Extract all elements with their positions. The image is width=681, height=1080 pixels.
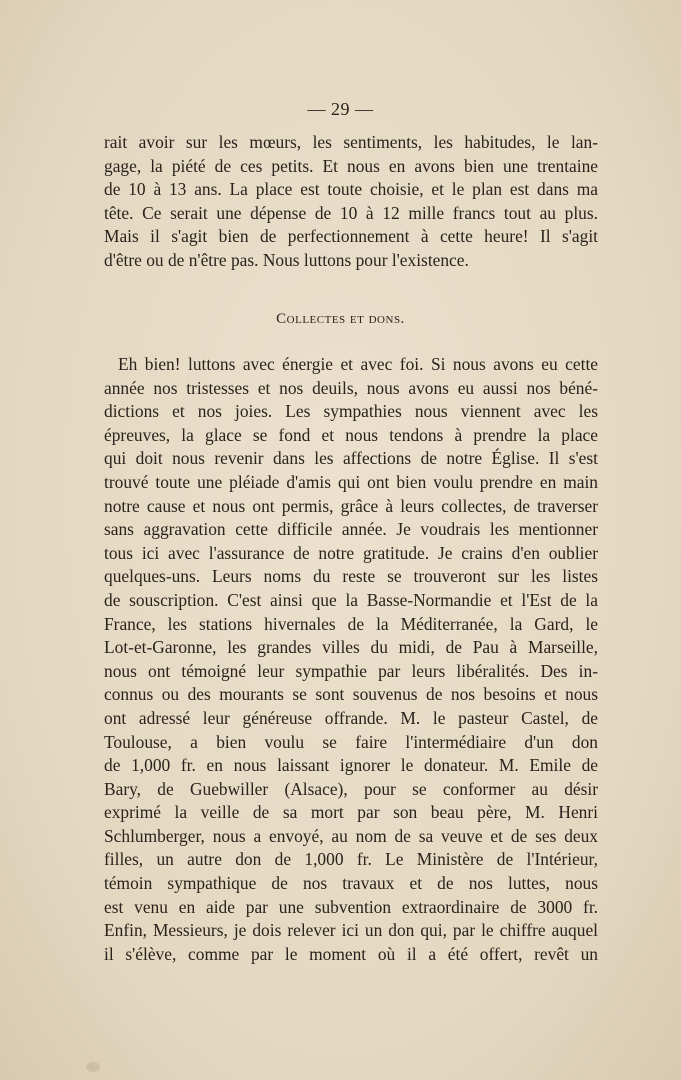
- text-line: rait avoir sur les mœurs, les sentiments, les habitudes, le lan-: [104, 132, 598, 152]
- text-line: Eh bien! luttons avec énergie et avec foi. Si nous avons eu cette: [118, 354, 598, 374]
- text-line: exprimé la veille de sa mort par son beau père, M. Henri: [104, 802, 598, 823]
- text-line: de 10 à 13 ans. La place est toute choisie, et le plan est dans ma: [104, 179, 598, 200]
- text-line: Lot-et-Garonne, les grandes villes du midi, de Pau à Marseille,: [104, 637, 598, 658]
- text-line: filles, un autre don de 1,000 fr. Le Ministère de l'Intérieur,: [104, 849, 598, 870]
- text-line: d'être ou de n'être pas. Nous luttons pour l'existence.: [104, 249, 469, 270]
- text-line: de souscription. C'est ainsi que la Basse-Normandie et l'Est de la: [104, 589, 598, 610]
- text-line: tête. Ce serait une dépense de 10 à 12 mille francs tout au plus.: [104, 202, 598, 223]
- text-line: Schlumberger, nous a envoyé, au nom de sa veuve et de ses deux: [104, 825, 598, 846]
- text-line: témoin sympathique de nos travaux et de nos luttes, nous: [104, 873, 598, 894]
- text-line: Toulouse, a bien voulu se faire l'intermédiaire d'un don: [104, 731, 598, 752]
- text-line: connus ou des mourants se sont souvenus de nos besoins et nous: [104, 684, 598, 705]
- paragraph-top: [104, 131, 598, 273]
- text-line: Mais il s'agit bien de perfectionnement à cette heure! Il s'agit: [104, 226, 598, 247]
- text-line: il s'élève, comme par le moment où il a été offert, revêt un: [104, 943, 598, 964]
- text-line: notre cause et nous ont permis, grâce à leurs collectes, de traverser: [104, 495, 598, 516]
- text-line: quelques-uns. Leurs noms du reste se trouveront sur les listes: [104, 566, 598, 587]
- text-line: tous ici avec l'assurance de notre gratitude. Je crains d'en oublier: [104, 542, 598, 563]
- text-line: épreuves, la glace se fond et nous tendons à prendre la place: [104, 424, 598, 445]
- text-line: sans aggravation cette difficile année. Je voudrais les mentionner: [104, 519, 598, 540]
- section-heading: Collectes et dons.: [276, 311, 405, 327]
- text-line: Enfin, Messieurs, je dois relever ici un don qui, par le chiffre auquel: [104, 920, 598, 941]
- paragraph-main: [104, 353, 598, 966]
- text-line: gage, la piété de ces petits. Et nous en avons bien une trentaine: [104, 155, 598, 176]
- text-line: nous ont témoigné leur sympathie par leurs libéralités. Des in-: [104, 660, 598, 681]
- text-line: France, les stations hivernales de la Méditerranée, la Gard, le: [104, 613, 598, 634]
- text-line: qui doit nous revenir dans les affections de notre Église. Il s'est: [104, 448, 598, 469]
- paper-stain: [86, 1062, 100, 1072]
- text-line: année nos tristesses et nos deuils, nous avons eu aussi nos béné-: [104, 377, 598, 398]
- text-line: trouvé toute une pléiade d'amis qui ont bien voulu prendre en main: [104, 471, 598, 492]
- text-line: dictions et nos joies. Les sympathies nous viennent avec les: [104, 401, 598, 422]
- text-line: de 1,000 fr. en nous laissant ignorer le donateur. M. Emile de: [104, 755, 598, 776]
- text-line: Bary, de Guebwiller (Alsace), pour se conformer au désir: [104, 778, 598, 799]
- text-line: est venu en aide par une subvention extraordinaire de 3000 fr.: [104, 896, 598, 917]
- text-line: ont adressé leur généreuse offrande. M. le pasteur Castel, de: [104, 707, 598, 728]
- page-number: — 29 —: [307, 99, 374, 119]
